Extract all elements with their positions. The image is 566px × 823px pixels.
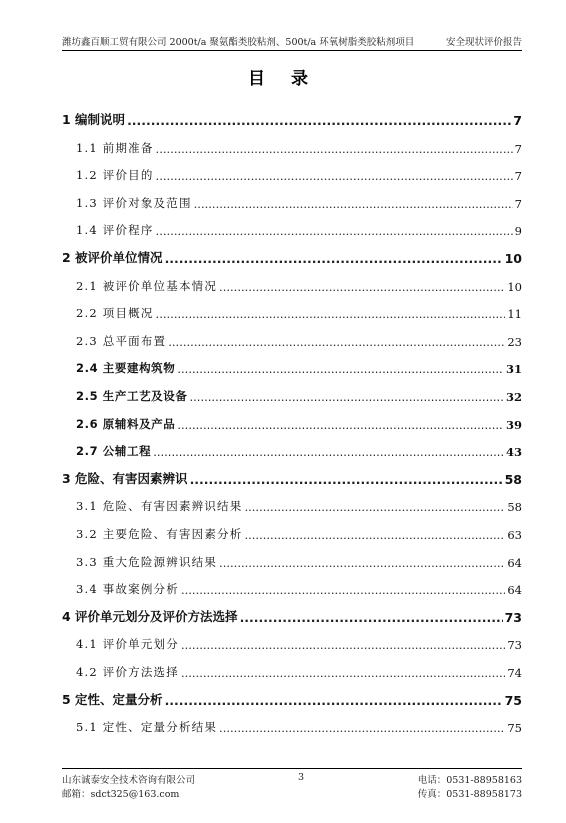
toc-entry-label: 2.3 总平面布置 [76, 333, 167, 348]
toc-section-entry[interactable] [62, 439, 522, 459]
toc-entry-page-number: 73 [504, 609, 522, 625]
toc-entry-page-number: 11 [507, 307, 522, 322]
toc-dot-leader [244, 500, 505, 514]
toc-entry-page-number: 58 [504, 471, 522, 487]
toc-entry-label: 2.1 被评价单位基本情况 [76, 278, 218, 293]
toc-section-entry[interactable] [62, 274, 522, 294]
toc-section-entry[interactable] [62, 163, 522, 183]
toc-section-entry[interactable] [62, 384, 522, 404]
toc-section-entry[interactable] [62, 301, 522, 321]
footer-company: 山东诚泰安全技术咨询有限公司 [62, 775, 196, 786]
page-footer [62, 768, 522, 801]
toc-entry-label: 4.1 评价单元划分 [76, 637, 179, 652]
toc-entry-label: 2 被评价单位情况 [62, 250, 163, 265]
toc-section-entry[interactable] [62, 494, 522, 514]
toc-dot-leader [189, 390, 504, 404]
toc-dot-leader [219, 721, 505, 735]
toc-dot-leader [219, 556, 505, 570]
toc-entry-label: 4.2 评价方法选择 [76, 665, 179, 679]
toc-dot-leader [165, 693, 503, 708]
toc-entry-page-number: 23 [507, 334, 522, 349]
toc-dot-leader [168, 335, 505, 349]
toc-entry-page-number: 10 [504, 251, 522, 266]
toc-entry-label: 3.4 事故案例分析 [76, 582, 179, 597]
toc-title: 目 录 [248, 69, 318, 89]
toc-entry-label: 2.6 原辅料及产品 [76, 416, 176, 431]
toc-section-entry[interactable] [62, 412, 522, 432]
toc-entry-label: 5 定性、定量分析 [62, 691, 163, 707]
toc-dot-leader [181, 638, 505, 652]
toc-chapter-entry[interactable] [62, 108, 522, 128]
footer-phone: 电话：0531-88958163 [417, 775, 522, 786]
toc-entry-page-number: 75 [504, 692, 522, 708]
toc-dot-leader [156, 224, 513, 238]
header-project-title: 潍坊鑫百顺工贸有限公司 2000t/a 聚氨酯类胶粘剂、500t/a 环氧树脂类胶粘剂项目 [62, 37, 415, 48]
toc-dot-leader [240, 610, 503, 625]
toc-entry-page-number: 39 [505, 417, 522, 432]
footer-email: 邮箱：sdct325@163.com [62, 789, 180, 800]
header-report-title: 安全现状评价报告 [445, 37, 522, 48]
toc-chapter-entry[interactable] [62, 246, 522, 266]
toc-entry-page-number: 58 [507, 500, 522, 515]
toc-chapter-entry[interactable] [62, 605, 522, 625]
toc-section-entry[interactable] [62, 136, 522, 156]
toc-dot-leader [127, 113, 511, 128]
toc-dot-leader [177, 362, 504, 376]
toc-chapter-entry[interactable] [62, 467, 522, 487]
footer-page-number: 3 [298, 772, 305, 783]
toc-entry-page-number: 7 [513, 113, 522, 128]
toc-dot-leader [177, 418, 504, 432]
toc-entry-page-number: 7 [514, 196, 522, 211]
toc-dot-leader [156, 142, 513, 156]
toc-section-entry[interactable] [62, 218, 522, 238]
toc-section-entry[interactable] [62, 329, 522, 349]
toc-entry-page-number: 75 [507, 721, 522, 736]
footer-fax: 传真：0531-88958173 [417, 789, 522, 800]
toc-entry-label: 4 评价单元划分及评价方法选择 [62, 608, 238, 624]
toc-dot-leader [244, 528, 505, 542]
toc-entry-label: 1 编制说明 [62, 112, 126, 127]
toc-entry-page-number: 43 [505, 445, 522, 460]
toc-section-entry[interactable] [62, 522, 522, 542]
toc-entry-page-number: 32 [505, 390, 522, 404]
toc-entry-page-number: 74 [507, 666, 522, 680]
toc-dot-leader [181, 666, 505, 680]
toc-entry-label: 3.2 主要危险、有害因素分析 [76, 527, 243, 541]
toc-entry-page-number: 7 [514, 141, 522, 156]
toc-dot-leader [156, 169, 513, 183]
toc-entry-page-number: 9 [514, 224, 522, 239]
toc-entry-label: 5.1 定性、定量分析结果 [76, 720, 218, 735]
toc-entry-page-number: 73 [507, 638, 522, 653]
toc-section-entry[interactable] [62, 191, 522, 211]
toc-entry-label: 2.4 主要建构筑物 [76, 361, 176, 376]
toc-entry-label: 1.4 评价程序 [76, 223, 154, 238]
toc-chapter-entry[interactable] [62, 688, 522, 708]
toc-entry-label: 1.3 评价对象及范围 [76, 195, 192, 210]
toc-section-entry[interactable] [62, 356, 522, 376]
toc-dot-leader [219, 280, 505, 294]
toc-entry-label: 1.2 评价目的 [76, 168, 154, 183]
toc-section-entry[interactable] [62, 660, 522, 680]
toc-entry-page-number: 64 [507, 583, 522, 598]
toc-dot-leader [153, 445, 504, 459]
toc-entry-page-number: 63 [507, 528, 522, 542]
toc-section-entry[interactable] [62, 550, 522, 570]
toc-dot-leader [165, 251, 503, 266]
toc-entry-page-number: 10 [507, 279, 522, 294]
toc-entry-label: 1.1 前期准备 [76, 140, 154, 155]
toc-entry-page-number: 31 [505, 362, 522, 377]
toc-section-entry[interactable] [62, 577, 522, 597]
toc-section-entry[interactable] [62, 632, 522, 652]
toc-dot-leader [194, 197, 513, 211]
toc-entry-label: 2.7 公辅工程 [76, 444, 152, 459]
toc-entry-page-number: 64 [507, 555, 522, 570]
toc-dot-leader [156, 307, 506, 321]
toc-entry-page-number: 7 [514, 169, 522, 184]
toc-entry-label: 2.2 项目概况 [76, 306, 154, 321]
toc-entry-label: 3.1 危险、有害因素辨识结果 [76, 499, 243, 514]
page-header [62, 32, 522, 51]
toc-section-entry[interactable] [62, 715, 522, 735]
toc-entry-label: 3.3 重大危险源辨识结果 [76, 554, 218, 569]
toc-dot-leader [181, 583, 505, 597]
toc-dot-leader [190, 472, 503, 487]
toc-entry-label: 2.5 生产工艺及设备 [76, 389, 188, 403]
toc-entry-label: 3 危险、有害因素辨识 [62, 470, 188, 486]
